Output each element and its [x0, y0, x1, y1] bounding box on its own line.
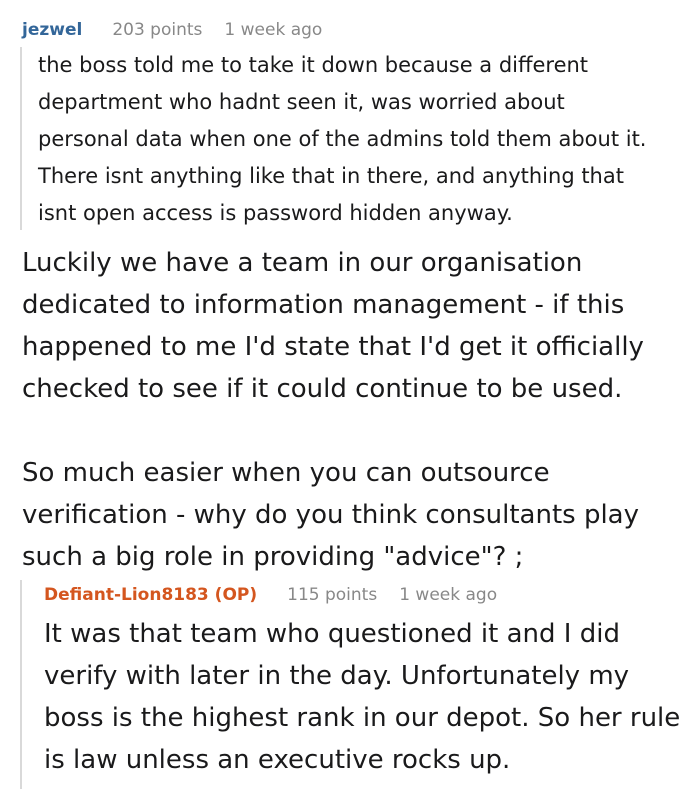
comment-text	[38, 47, 646, 232]
reply-line: So much easier when you can outsource	[22, 458, 550, 488]
reply-line: Luckily we have a team in our organisation	[22, 248, 583, 278]
points-count: 115 points	[287, 585, 378, 605]
comment-header-jezwel	[22, 20, 322, 40]
comment-line: There isnt anything like that in there, and anything that	[38, 164, 624, 188]
username-link[interactable]: Defiant-Lion8183 (OP)	[44, 585, 258, 605]
username-link[interactable]: jezwel	[22, 20, 83, 40]
comment-line: isnt open access is password hidden anyway.	[38, 201, 513, 225]
reply-line: dedicated to information management - if this	[22, 290, 625, 320]
quoted-comment-body	[20, 47, 646, 230]
comment-line: department who hadnt seen it, was worried about	[38, 90, 565, 114]
reply-paragraph	[22, 242, 644, 410]
points-count: 203 points	[112, 20, 203, 40]
comment-line: verify with later in the day. Unfortunately my	[44, 661, 630, 691]
reply-line: happened to me I'd state that I'd get it officially	[22, 332, 644, 362]
reply-line: checked to see if it could continue to be used.	[22, 374, 623, 404]
nested-reply-thread	[20, 580, 681, 789]
reply-line: such a big role in providing "advice"? ;	[22, 542, 524, 572]
comment-line: boss is the highest rank in our depot. So her rule	[44, 703, 681, 733]
timestamp: 1 week ago	[399, 585, 498, 605]
reply-paragraph	[22, 452, 639, 578]
comment-line: is law unless an executive rocks up.	[44, 745, 511, 775]
timestamp: 1 week ago	[224, 20, 323, 40]
comment-line: It was that team who questioned it and I did	[44, 619, 620, 649]
comment-line: personal data when one of the admins told them about it.	[38, 127, 647, 151]
comment-line: the boss told me to take it down because a different	[38, 53, 589, 77]
reply-line: verification - why do you think consultants play	[22, 500, 640, 530]
comment-header-op	[44, 585, 497, 605]
comment-text	[44, 613, 680, 781]
